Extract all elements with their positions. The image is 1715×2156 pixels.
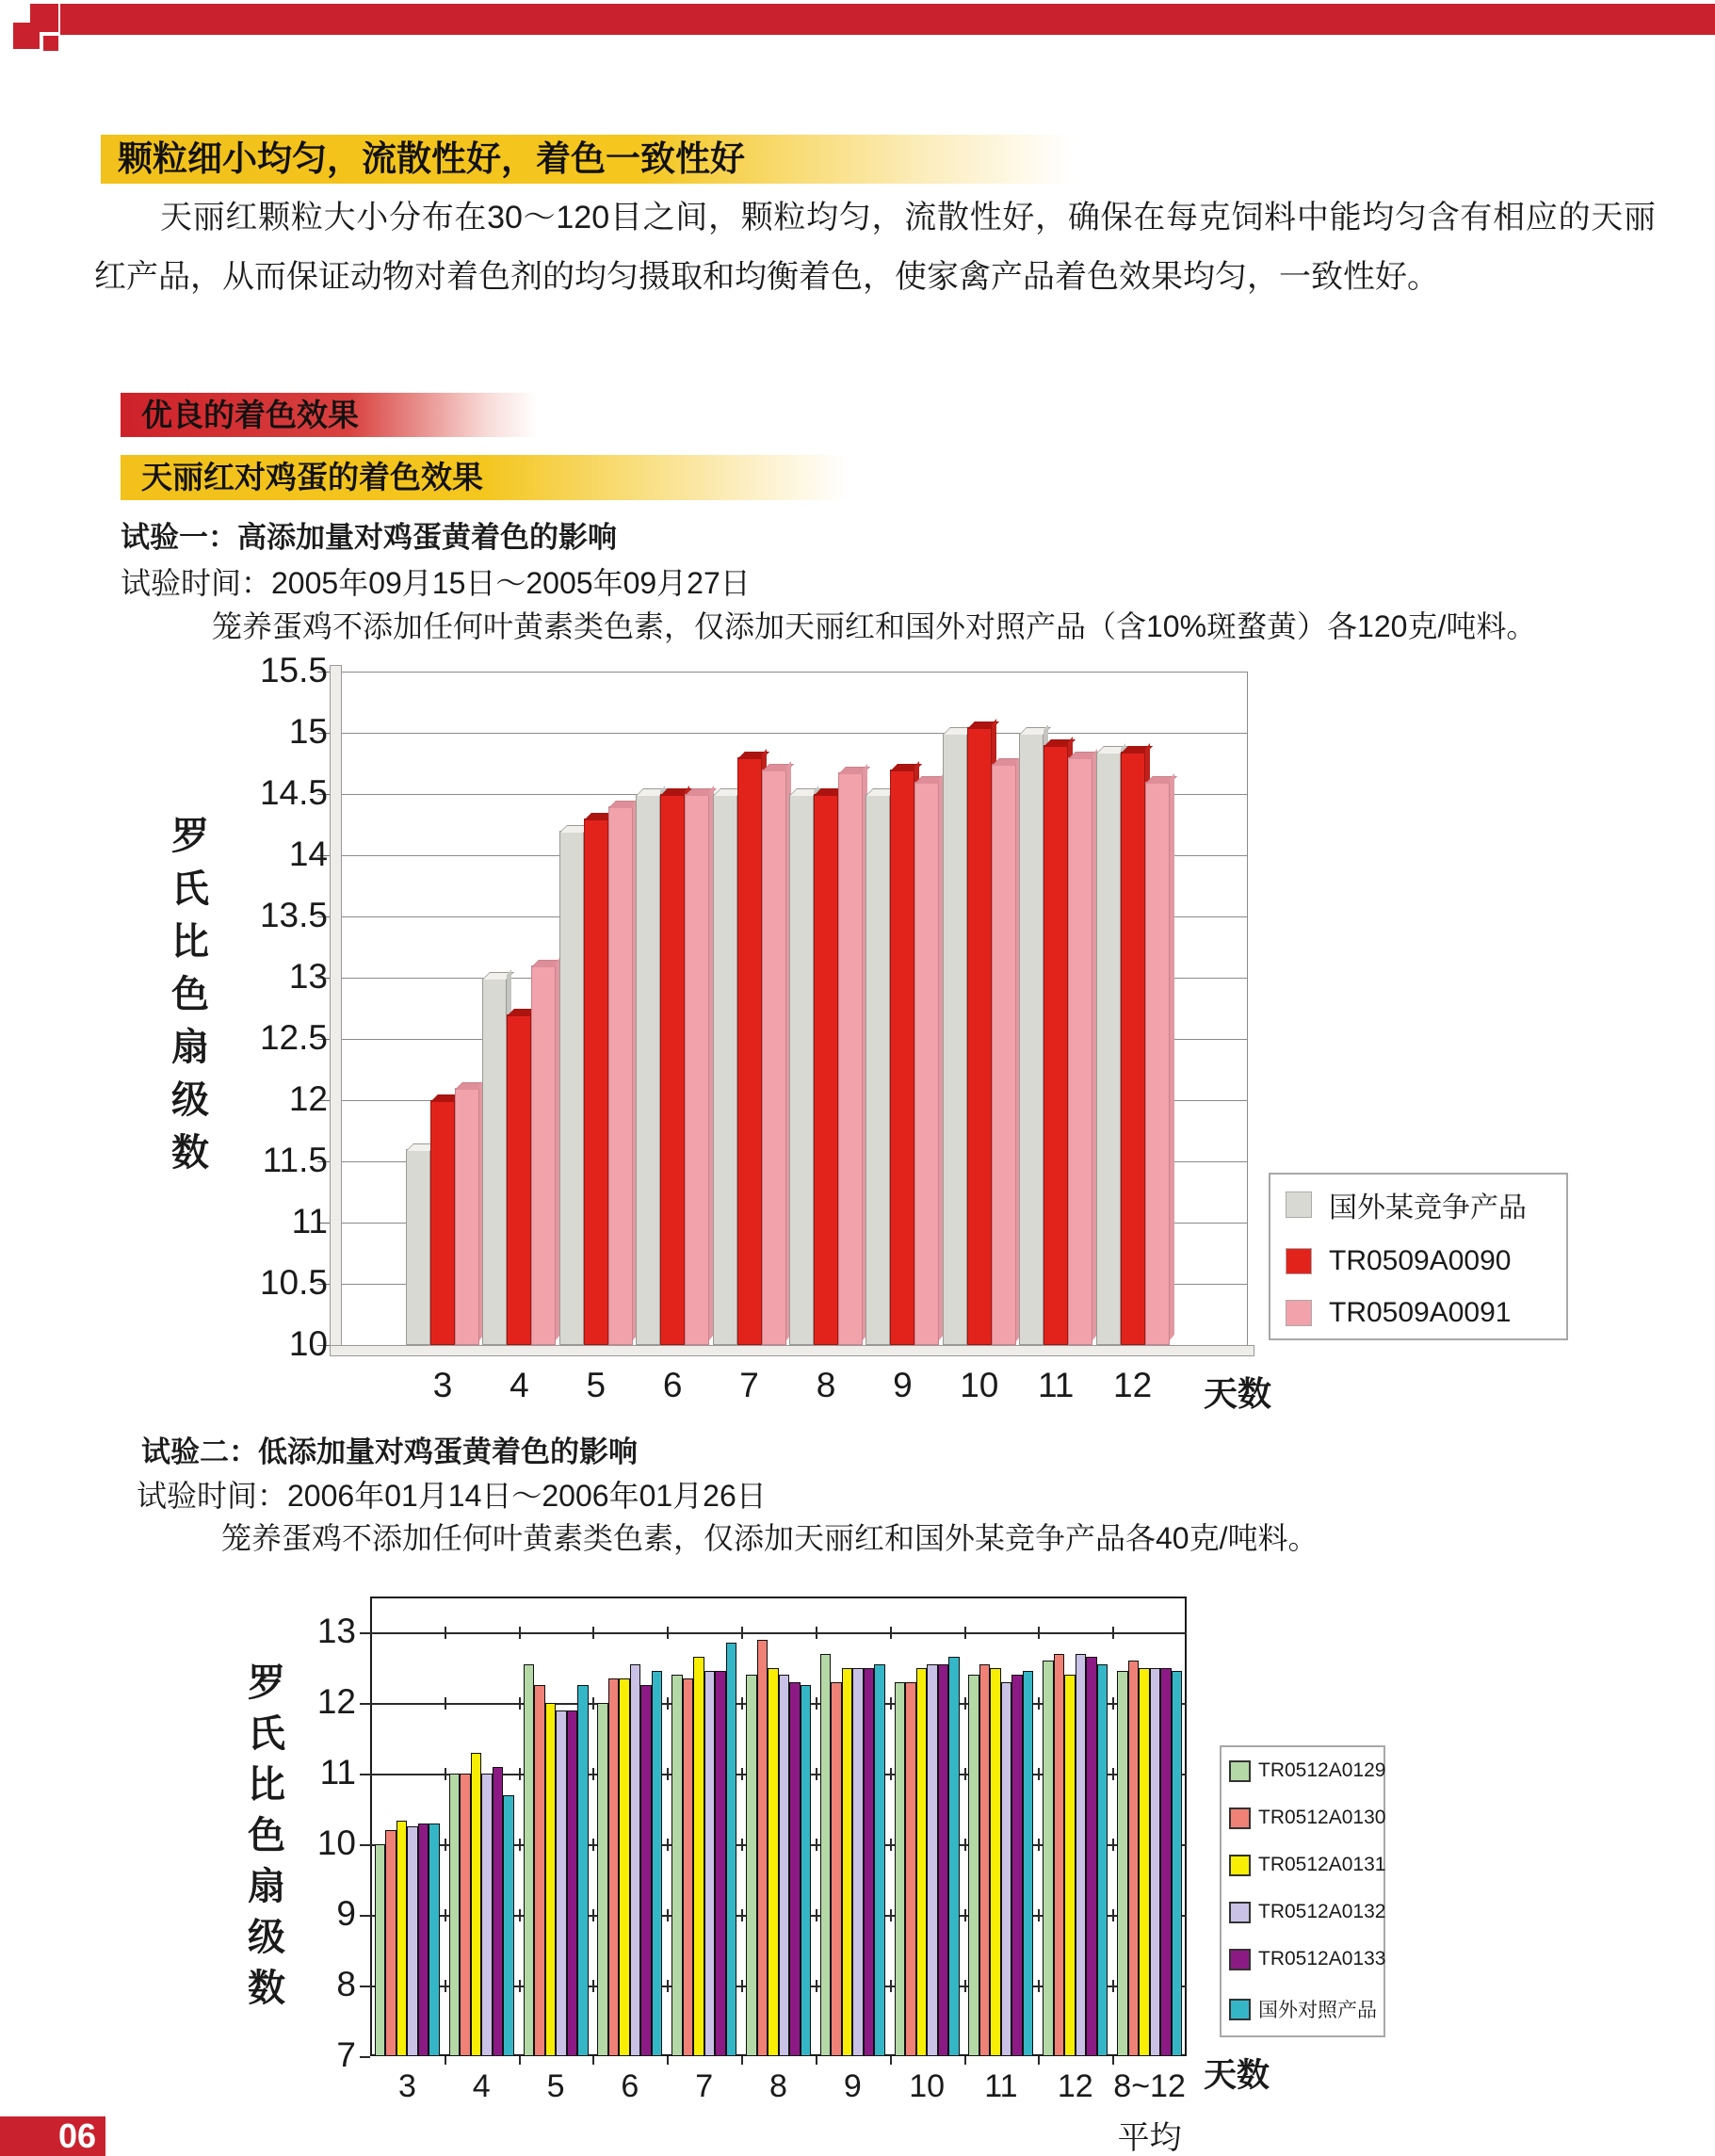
x-tick-label: 6 [662,1366,683,1404]
y-tick-label: 10.5 [259,1263,328,1302]
gridline-tick [964,1768,966,1780]
bar-day4-TR0509A0090 [507,1014,531,1345]
bar-5-TR0512A0131 [545,1703,557,2056]
gridline-tick [667,1909,669,1921]
x-tick-label: 12 [1113,1366,1153,1404]
bar-10-TR0512A0131 [916,1668,928,2057]
legend-swatch-icon [1286,1248,1312,1274]
y-tick-label: 13 [288,957,328,996]
y-axis-title-char: 数 [248,1968,285,2009]
bar-9-TR0512A0131 [842,1668,853,2057]
bar-day7-国外某竞争产品 [713,794,737,1345]
gridline-tick [816,1839,817,1851]
y-tick-label: 10 [288,1324,328,1363]
y-tick-label: 12 [288,1079,328,1118]
legend-swatch-icon [1229,1807,1251,1829]
legend-swatch-icon [1229,1902,1251,1923]
section-heading-egg-effect: 天丽红对鸡蛋的着色效果 [121,455,848,500]
legend-label: 国外对照产品 [1258,2000,1377,2021]
experiment2-desc: 笼养蛋鸡不添加任何叶黄素类色素，仅添加天丽红和国外某竞争产品各40克/吨料。 [221,1521,1319,1555]
y-axis-title-char: 扇 [248,1866,285,1907]
bar-5-TR0512A0132 [556,1710,567,2057]
bar-11-TR0512A0131 [990,1668,1001,2057]
bar-day9-国外某竞争产品 [866,794,890,1345]
checker-square [43,36,58,51]
bar-9-TR0512A0132 [852,1668,864,2057]
section-heading-coloring-effect: 优良的着色效果 [121,393,537,437]
bar-day12-国外某竞争产品 [1096,752,1121,1346]
section-heading-granule: 颗粒细小均匀，流散性好，着色一致性好 [101,135,1074,184]
y-tick-label: 13 [316,1612,356,1650]
gridline-tick [445,1697,446,1710]
bar-day10-国外某竞争产品 [943,733,967,1345]
bar-day9-TR0509A0090 [890,770,914,1345]
bar-8~12-TR0512A0131 [1139,1668,1150,2057]
bar-day11-TR0509A0091 [1068,757,1092,1345]
x-tick-label: 9 [893,1366,913,1404]
x-tick-label: 6 [621,2068,639,2104]
legend-swatch-icon [1286,1300,1312,1326]
bar-day5-TR0509A0091 [608,806,633,1345]
y-axis-title-char: 罗 [248,1662,285,1704]
bar-6-TR0512A0132 [630,1664,641,2056]
bar-day10-TR0509A0090 [967,727,992,1346]
bar-11-TR0512A0130 [979,1664,991,2056]
axis-tick [360,1703,370,1705]
legend-swatch-icon [1286,1191,1312,1218]
y-tick-label: 11 [291,1202,328,1240]
y-tick-label: 11.5 [262,1141,328,1179]
bar-7-国外对照产品 [726,1643,737,2056]
bar-6-TR0512A0131 [619,1678,630,2056]
gridline-tick [890,1980,892,1992]
y-tick-label: 12.5 [259,1018,328,1057]
chart-legend [1269,1173,1568,1340]
gridline-tick [667,1839,669,1851]
legend-swatch-icon [1229,1760,1251,1782]
x-axis-label: 天数 [1204,2057,1270,2094]
gridline-tick [1038,1839,1040,1851]
legend-item [1286,1184,1566,1225]
gridline-tick [667,1768,669,1780]
page-number: 06 [0,2116,105,2156]
gridline-tick [519,1909,521,1921]
gridline-tick [519,1768,521,1780]
gridline-tick [445,1768,446,1780]
x-tick-label: 3 [397,2068,416,2104]
bar-10-TR0512A0129 [895,1682,906,2057]
gridline-tick [519,1627,521,1639]
bar-6-TR0512A0130 [608,1678,620,2056]
bar-day5-TR0509A0090 [584,819,608,1345]
experiment1-desc: 笼养蛋鸡不添加任何叶黄素类色素，仅添加天丽红和国外对照产品（含10%斑蝥黄）各120克/吨料。 [212,609,1537,643]
bar-9-国外对照产品 [874,1664,885,2056]
x-tick-label: 4 [510,1366,529,1404]
gridline-tick [592,1627,594,1639]
gridline-tick [445,1980,446,1992]
bar-8~12-TR0512A0133 [1160,1668,1172,2057]
y-axis-title-char: 氏 [171,868,209,910]
legend-item [1229,1854,1386,1876]
x-axis-label: 天数 [1204,1374,1272,1413]
gridline-tick [1038,1980,1040,1992]
legend-label: TR0512A0133 [1258,1948,1386,1970]
y-axis-title-char: 罗 [171,816,209,857]
y-axis-title [171,810,209,1179]
gridline-tick [890,1909,892,1921]
gridline-tick [816,1697,817,1710]
axis-tick [1038,2056,1040,2065]
axis-tick [667,2056,669,2065]
y-axis-title-char: 比 [248,1764,285,1806]
legend-item [1229,1759,1386,1782]
y-tick-label: 15 [288,712,328,751]
bar-day6-TR0509A0090 [660,794,685,1345]
bar-12-TR0512A0129 [1043,1661,1054,2056]
gridline-tick [667,1980,669,1992]
gridline-tick [741,1627,743,1639]
x-tick-label: 8 [769,2068,787,2104]
gridline-tick [592,1909,594,1921]
bar-4-TR0512A0131 [471,1753,482,2057]
gridline-tick [1038,1627,1040,1639]
gridline-tick [519,1839,521,1851]
bar-7-TR0512A0133 [715,1671,726,2056]
legend-label: 国外某竞争产品 [1329,1192,1527,1224]
axis-tick [360,1632,370,1634]
bar-5-TR0512A0133 [567,1710,578,2057]
gridline-tick [890,1768,892,1780]
x-tick-label: 9 [843,2068,862,2104]
axis-tick [890,2056,892,2065]
legend-label: TR0512A0132 [1258,1901,1386,1922]
bar-10-TR0512A0132 [927,1664,938,2056]
axis-tick [519,2056,521,2065]
bar-8~12-TR0512A0130 [1128,1661,1140,2056]
chart-legend [1220,1745,1385,2037]
gridline-tick [964,1627,966,1639]
x-tick-label: 7 [695,2068,714,2104]
bar-day12-TR0509A0090 [1121,752,1145,1346]
intro-paragraph: 天丽红颗粒大小分布在30～120目之间，颗粒均匀，流散性好，确保在每克饲料中能均匀含有相应的天丽红产品，从而保证动物对着色剂的均匀摄取和均衡着色，使家禽产品着色效果均匀，一致性好。 [94,200,1656,295]
x-tick-label-sub: 平均 [1117,2120,1182,2156]
gridline-tick [592,1768,594,1780]
y-axis-title-char: 氏 [248,1713,285,1755]
y-tick-label: 9 [336,1894,356,1933]
y-tick-label: 8 [336,1965,356,2003]
bar-day3-TR0509A0090 [430,1100,455,1345]
bar-12-TR0512A0132 [1076,1654,1087,2057]
bar-day12-TR0509A0091 [1145,782,1170,1345]
bar-side-face [1170,773,1174,1340]
bar-day9-TR0509A0091 [914,782,939,1345]
gridline-tick [964,1697,966,1710]
y-axis-title-char: 数 [171,1132,209,1174]
gridline-tick [445,1909,446,1921]
y-tick-label: 14.5 [259,773,328,812]
gridline-tick [667,1627,669,1639]
bar-7-TR0512A0129 [671,1675,683,2056]
legend-item [1286,1297,1566,1329]
bar-12-TR0512A0133 [1086,1657,1097,2056]
y-tick-label: 13.5 [259,896,328,934]
gridline-tick [592,1980,594,1992]
bar-4-TR0512A0129 [449,1774,461,2056]
experiment2-title: 试验二：低添加量对鸡蛋黄着色的影响 [141,1435,638,1468]
bar-7-TR0512A0130 [683,1678,694,2056]
legend-item [1229,1995,1383,2023]
bar-7-TR0512A0131 [693,1657,704,2056]
bar-8-TR0512A0133 [789,1682,801,2057]
x-tick-label: 12 [1057,2068,1093,2104]
bar-8-TR0512A0131 [768,1668,779,2057]
x-tick-label: 5 [586,1366,607,1404]
gridline-tick [816,1627,817,1639]
bar-8~12-国外对照产品 [1172,1671,1183,2056]
bar-11-TR0512A0129 [968,1675,979,2056]
gridline-tick [890,1839,892,1851]
gridline-tick [890,1627,892,1639]
top-banner-bar [60,4,1715,35]
bar-6-TR0512A0133 [640,1685,652,2056]
bar-8~12-TR0512A0129 [1117,1671,1128,2056]
gridline-tick [816,1980,817,1992]
gridline-tick [964,1909,966,1921]
axis-tick [741,2056,743,2065]
gridline-tick [445,1839,446,1851]
gridline-tick [1038,1768,1040,1780]
bar-4-TR0512A0133 [493,1767,504,2057]
experiment1-title: 试验一：高添加量对鸡蛋黄着色的影响 [121,521,617,554]
bar-day3-国外某竞争产品 [406,1149,430,1345]
legend-swatch-icon [1229,1855,1251,1876]
y-axis-title-char: 级 [171,1079,209,1121]
bar-day6-TR0509A0091 [685,794,709,1345]
bar-day7-TR0509A0090 [737,757,762,1345]
legend-item [1229,1948,1386,1970]
x-tick-label: 11 [984,2068,1018,2104]
x-tick-label: 8~12 [1113,2068,1186,2104]
bar-12-TR0512A0130 [1054,1654,1065,2057]
x-tick-label: 4 [472,2068,491,2104]
bar-9-TR0512A0133 [864,1668,875,2057]
y-axis-title-char: 色 [171,974,209,1015]
bar-3-国外对照产品 [429,1824,440,2057]
plot-right-border [1247,672,1248,1345]
bar-day5-国外某竞争产品 [559,831,584,1345]
gridline-tick [890,1697,892,1710]
gridline-tick [1112,1839,1114,1851]
bar-12-国外对照产品 [1097,1664,1108,2056]
bar-11-TR0512A0133 [1011,1675,1023,2056]
axis-tick [360,2056,370,2058]
bar-day6-国外某竞争产品 [636,794,660,1345]
bar-3-TR0512A0130 [385,1830,396,2056]
bar-8-TR0512A0132 [779,1675,790,2056]
bar-11-TR0512A0132 [1001,1682,1012,2057]
axis-tick [360,1986,370,1987]
axis-tick [592,2056,594,2065]
bar-8~12-TR0512A0132 [1150,1668,1161,2057]
y-tick-label: 15.5 [259,651,328,689]
experiment2-time: 试验时间：2006年01月14日～2006年01月26日 [137,1479,767,1513]
x-tick-label: 8 [816,1366,836,1404]
y-tick-label: 14 [288,835,328,873]
legend-swatch-icon [1229,1949,1251,1970]
y-tick-label: 12 [316,1682,356,1721]
bar-7-TR0512A0132 [704,1671,716,2056]
legend-label: TR0509A0091 [1329,1296,1512,1328]
bar-5-国外对照产品 [577,1685,589,2056]
gridline-tick [592,1839,594,1851]
y-tick-label: 7 [336,2035,356,2074]
bar-10-TR0512A0130 [905,1682,916,2057]
bar-4-TR0512A0130 [460,1774,471,2056]
legend-item [1229,1901,1386,1923]
gridline-tick [519,1697,521,1710]
gridline-tick [1038,1697,1040,1710]
bar-5-TR0512A0129 [524,1664,535,2056]
bar-day8-TR0509A0090 [814,794,838,1345]
gridline-tick [816,1768,817,1780]
bar-8-TR0512A0130 [757,1640,769,2057]
bar-day3-TR0509A0091 [455,1088,479,1345]
axis-wall [330,665,342,1356]
bar-3-TR0512A0131 [396,1821,408,2056]
y-axis-title-char: 比 [171,921,209,963]
legend-swatch-icon [1229,1999,1251,2020]
y-tick-label: 10 [316,1824,356,1862]
bar-day4-国外某竞争产品 [482,978,507,1345]
bar-day11-TR0509A0090 [1044,745,1068,1345]
bar-3-TR0512A0133 [418,1824,429,2057]
gridline [342,672,1247,673]
bar-day4-TR0509A0091 [531,965,556,1345]
gridline-tick [1112,1909,1114,1921]
axis-tick [360,1915,370,1917]
gridline-tick [1038,1909,1040,1921]
bar-3-TR0512A0129 [375,1844,386,2056]
axis-tick [360,1844,370,1846]
axis-tick [1112,2056,1114,2065]
gridline-tick [1112,1980,1114,1992]
experiment1-time: 试验时间：2005年09月15日～2005年09月27日 [121,566,751,600]
bar-4-国外对照产品 [503,1795,514,2057]
gridline-tick [445,1627,446,1639]
bar-day11-国外某竞争产品 [1019,733,1044,1345]
bar-5-TR0512A0130 [534,1685,545,2056]
x-tick-label: 5 [546,2068,565,2104]
bar-11-国外对照产品 [1023,1671,1034,2056]
gridline-tick [741,1909,743,1921]
bar-8-国外对照产品 [801,1685,812,2056]
y-axis-title-char: 色 [248,1815,285,1856]
legend-item [1286,1245,1566,1277]
x-tick-label: 3 [432,1366,453,1404]
bar-day8-国外某竞争产品 [789,794,814,1345]
axis-tick [964,2056,966,2065]
bar-day10-TR0509A0091 [992,764,1016,1346]
gridline-tick [964,1980,966,1992]
legend-label: TR0512A0129 [1258,1759,1386,1781]
axis-tick [360,1774,370,1775]
legend-label: TR0512A0131 [1258,1854,1386,1875]
bar-8-TR0512A0129 [746,1675,757,2056]
gridline-tick [592,1697,594,1710]
bar-6-国外对照产品 [652,1671,663,2056]
legend-label: TR0512A0130 [1258,1807,1386,1828]
gridline-tick [1112,1768,1114,1780]
axis-floor [330,1345,1254,1356]
axis-tick [445,2056,446,2065]
bar-day8-TR0509A0091 [838,772,863,1345]
bar-10-国外对照产品 [948,1657,960,2056]
gridline [370,1632,1187,1634]
gridline-tick [741,1980,743,1992]
x-tick-label: 7 [739,1366,759,1404]
gridline-tick [741,1839,743,1851]
y-axis-title [248,1658,285,2014]
bar-9-TR0512A0130 [831,1682,842,2057]
gridline-tick [519,1980,521,1992]
bar-10-TR0512A0133 [938,1664,949,2056]
x-tick-label: 10 [909,2068,946,2104]
gridline-tick [1112,1627,1114,1639]
gridline-tick [964,1839,966,1851]
gridline-tick [741,1697,743,1710]
gridline-tick [741,1768,743,1780]
bar-9-TR0512A0129 [820,1654,832,2057]
bar-12-TR0512A0131 [1064,1675,1076,2056]
gridline-tick [667,1697,669,1710]
bar-3-TR0512A0132 [407,1826,418,2056]
legend-label: TR0509A0090 [1329,1244,1512,1276]
x-tick-label: 10 [960,1366,999,1404]
y-axis-title-char: 扇 [171,1027,209,1068]
bar-6-TR0512A0129 [597,1703,608,2056]
bar-4-TR0512A0132 [481,1774,493,2056]
y-axis-title-char: 级 [248,1917,285,1958]
gridline [342,733,1247,734]
bar-day7-TR0509A0091 [762,770,786,1345]
legend-item [1229,1807,1386,1829]
gridline-tick [1112,1697,1114,1710]
checker-square [13,23,40,49]
x-tick-label: 11 [1037,1366,1075,1404]
axis-tick [816,2056,817,2065]
gridline-tick [816,1909,817,1921]
y-tick-label: 11 [319,1753,356,1791]
